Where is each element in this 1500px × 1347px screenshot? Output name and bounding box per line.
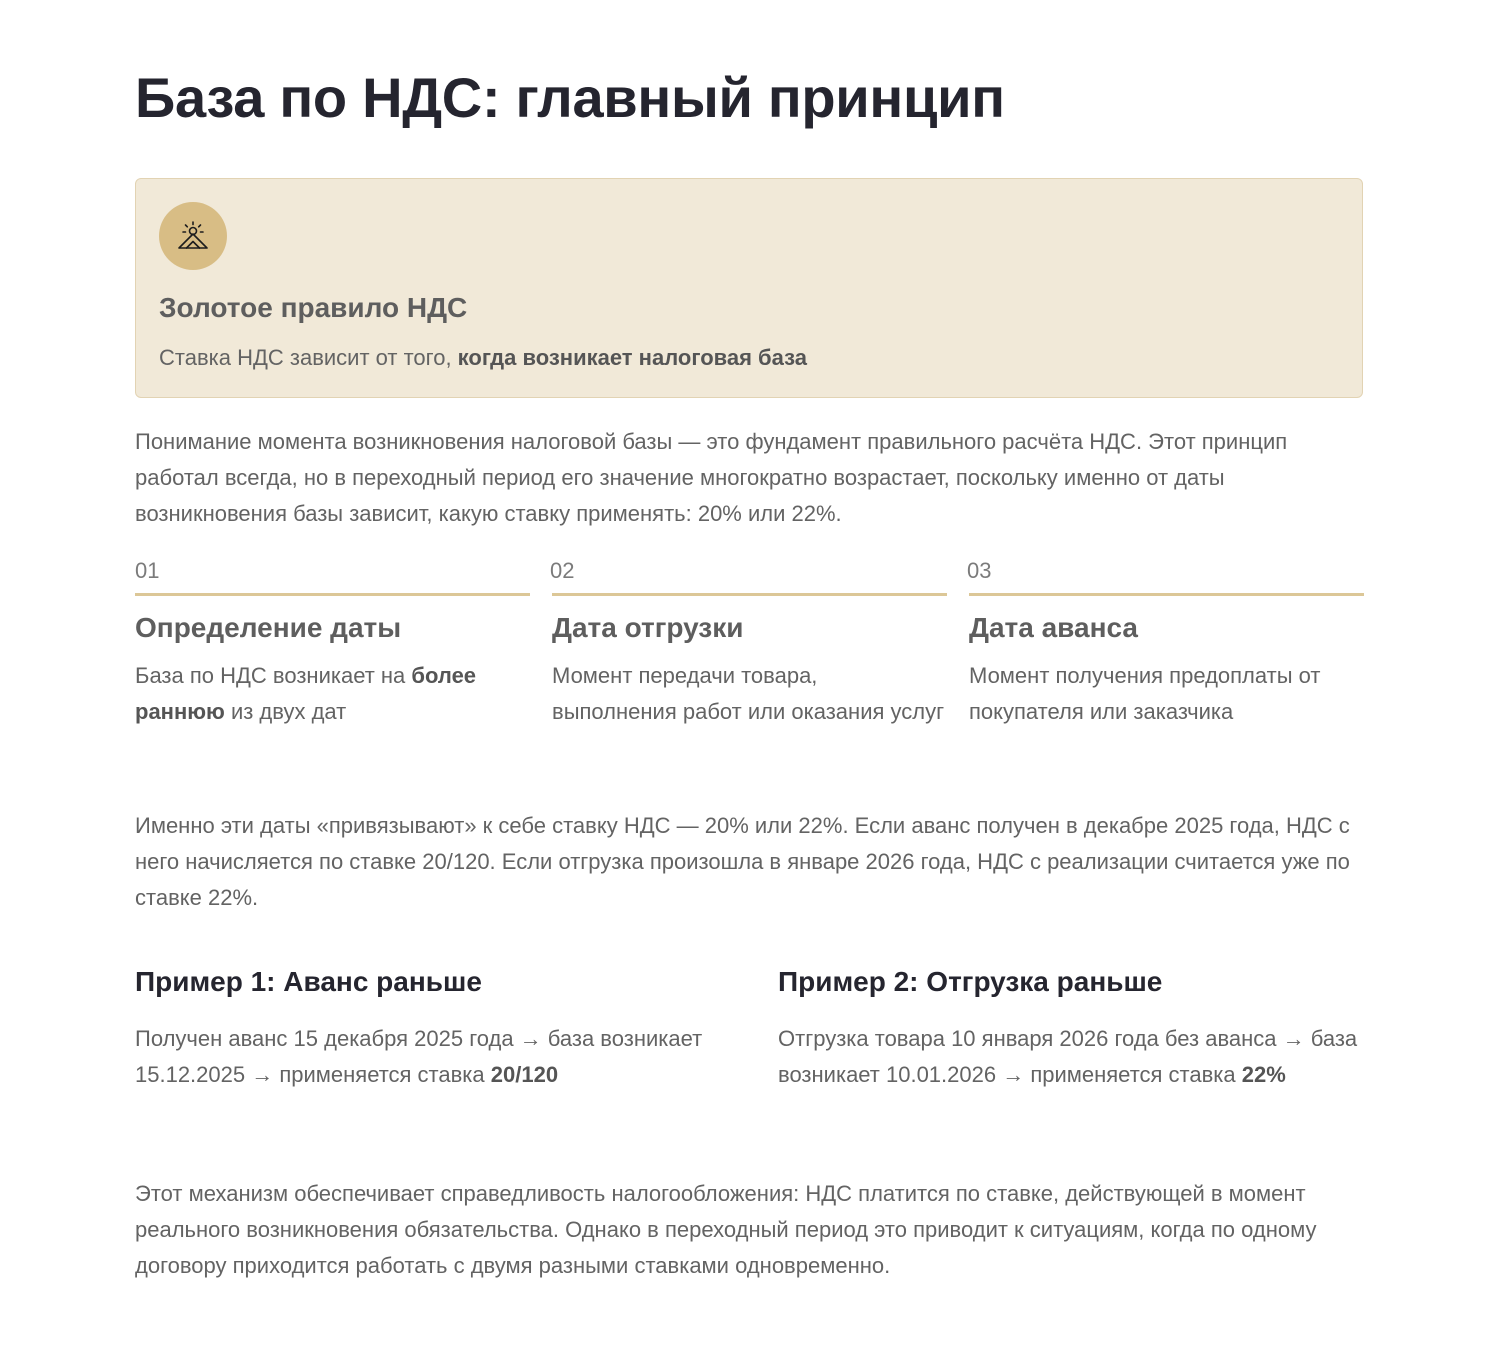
golden-rule-callout (135, 178, 1363, 398)
step-title: Дата отгрузки (552, 612, 744, 643)
step-title: Дата аванса (969, 612, 1138, 643)
step-title: Определение даты (135, 612, 402, 643)
example-text (135, 1021, 735, 1093)
example-advance-first (135, 964, 735, 1093)
sun-mountain-icon (159, 202, 227, 270)
step-divider (552, 593, 947, 596)
step-number: 03 (967, 558, 992, 583)
example-shipment-first (778, 964, 1368, 1093)
step-text: Момент получения предоплаты от покупателя или заказчика (969, 663, 1321, 724)
example-text-plain: Отгрузка товара 10 января 2026 года без аванса → база возникает 10.01.2026 → применяется ставка (778, 1026, 1358, 1087)
callout-text-bold: когда возникает налоговая база (457, 345, 808, 370)
step-text-bold: более раннюю (135, 663, 477, 724)
intro-paragraph: Понимание момента возникновения налоговой базы — это фундамент правильного расчёта НДС. Этот принцип работал всегда, но в переходный период его значение многократно возрастает, поскольку именно от даты возникновения базы зависит, какую ставку применять: 20% или 22%. (135, 429, 1288, 526)
conclusion-paragraph: Этот механизм обеспечивает справедливость налогообложения: НДС платится по ставке, действующей в момент реального возникновения обязательства. Однако в переходный период это приводит к ситуациям, когда по одному договору приходится работать с двумя разными ставками одновременно. (135, 1181, 1317, 1278)
example-text (778, 1021, 1368, 1093)
step-advance-date (969, 556, 1364, 730)
example-rate: 20/120 (490, 1062, 559, 1087)
step-determine-date (135, 556, 530, 730)
step-number: 01 (135, 558, 160, 583)
step-text: Момент передачи товара, выполнения работ или оказания услуг (552, 663, 945, 724)
callout-text (159, 342, 807, 374)
rates-paragraph: Именно эти даты «привязывают» к себе ставку НДС — 20% или 22%. Если аванс получен в декабре 2025 года, НДС с него начисляется по ставке 20/120. Если отгрузка произошла в январе 2026 года, НДС с реализации считается уже по ставке 22%. (135, 813, 1350, 910)
example-title: Пример 1: Аванс раньше (135, 966, 482, 997)
step-divider (135, 593, 530, 596)
step-divider (969, 593, 1364, 596)
callout-title: Золотое правило НДС (159, 292, 468, 323)
step-number: 02 (550, 558, 575, 583)
callout-text-plain: Ставка НДС зависит от того, (159, 345, 458, 370)
step-text-before: База по НДС возникает на (135, 663, 412, 688)
example-text-plain: Получен аванс 15 декабря 2025 года → база возникает 15.12.2025 → применяется ставка (135, 1026, 703, 1087)
example-rate: 22% (1241, 1062, 1286, 1087)
step-text-after: из двух дат (224, 699, 347, 724)
step-shipment-date (552, 556, 947, 730)
example-title: Пример 2: Отгрузка раньше (778, 966, 1163, 997)
page-title: База по НДС: главный принцип (135, 66, 1005, 129)
step-text (135, 658, 530, 730)
